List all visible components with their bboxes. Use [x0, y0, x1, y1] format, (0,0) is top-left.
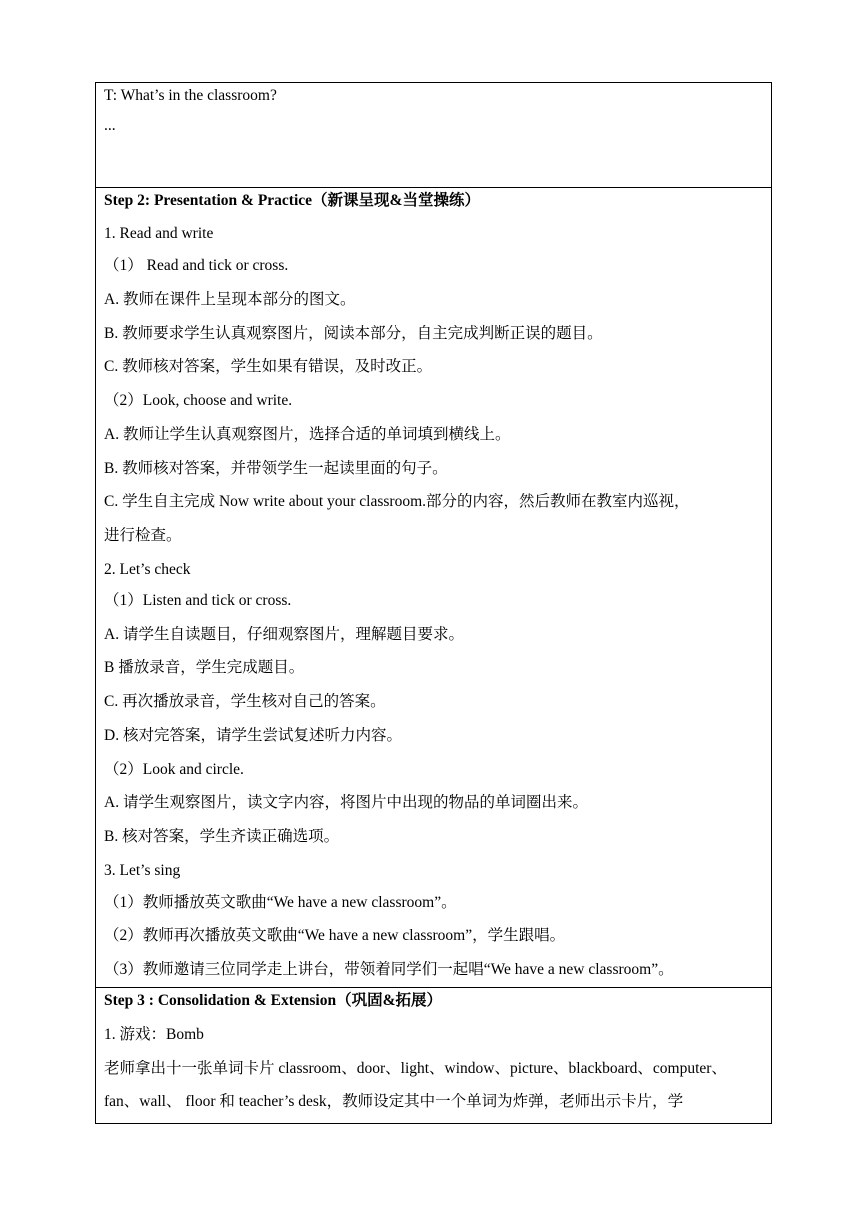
text-line: （3）教师邀请三位同学走上讲台，带领着同学们一起唱“We have a new classroom”。: [104, 961, 674, 978]
table-cell-step3: [96, 987, 771, 1123]
text-line: （1） Read and tick or cross.: [104, 257, 289, 274]
table-cell-step2: [96, 187, 771, 987]
text-line: （2）Look, choose and write.: [104, 392, 293, 409]
text-line: A. 教师让学生认真观察图片，选择合适的单词填到横线上。: [104, 426, 511, 443]
text-line: 进行检查。: [104, 527, 182, 544]
text-line: （1）教师播放英文歌曲“We have a new classroom”。: [104, 894, 457, 911]
text-line: 3. Let’s sing: [104, 862, 181, 879]
text-line: A. 请学生观察图片，读文字内容，将图片中出现的物品的单词圈出来。: [104, 794, 588, 811]
table-cell-warmup: [96, 83, 771, 187]
text-line: B. 教师核对答案，并带领学生一起读里面的句子。: [104, 460, 448, 477]
text-line: fan、wall、 floor 和 teacher’s desk，教师设定其中一个单词为炸弹，老师出示卡片，学: [104, 1093, 684, 1110]
text-line: C. 学生自主完成 Now write about your classroom.部分的内容，然后教师在教室内巡视，: [104, 493, 690, 510]
text-line: B 播放录音，学生完成题目。: [104, 659, 305, 676]
text-line: T: What’s in the classroom?: [104, 87, 277, 104]
text-line: 1. 游戏：Bomb: [104, 1026, 204, 1043]
text-line: B. 教师要求学生认真观察图片，阅读本部分，自主完成判断正误的题目。: [104, 325, 603, 342]
step3-heading: Step 3 : Consolidation & Extension（巩固&拓展）: [104, 992, 443, 1009]
text-line: A. 请学生自读题目，仔细观察图片，理解题目要求。: [104, 626, 464, 643]
text-line: A. 教师在课件上呈现本部分的图文。: [104, 291, 356, 308]
text-line: B. 核对答案，学生齐读正确选项。: [104, 828, 340, 845]
text-line: 老师拿出十一张单词卡片 classroom、door、light、window、picture、blackboard、computer、: [104, 1060, 727, 1077]
lesson-plan-table: [95, 82, 772, 1124]
text-line: 1. Read and write: [104, 225, 214, 242]
text-line: 2. Let’s check: [104, 561, 191, 578]
text-line: （2）Look and circle.: [104, 761, 244, 778]
text-line: C. 教师核对答案，学生如果有错误，及时改正。: [104, 358, 433, 375]
text-line: （2）教师再次播放英文歌曲“We have a new classroom”，学生跟唱。: [104, 927, 566, 944]
text-line: ...: [104, 117, 116, 134]
text-line: D. 核对完答案，请学生尝试复述听力内容。: [104, 727, 402, 744]
text-line: （1）Listen and tick or cross.: [104, 592, 292, 609]
step2-heading: Step 2: Presentation & Practice（新课呈现&当堂操练）: [104, 192, 480, 209]
text-line: C. 再次播放录音，学生核对自己的答案。: [104, 693, 386, 710]
